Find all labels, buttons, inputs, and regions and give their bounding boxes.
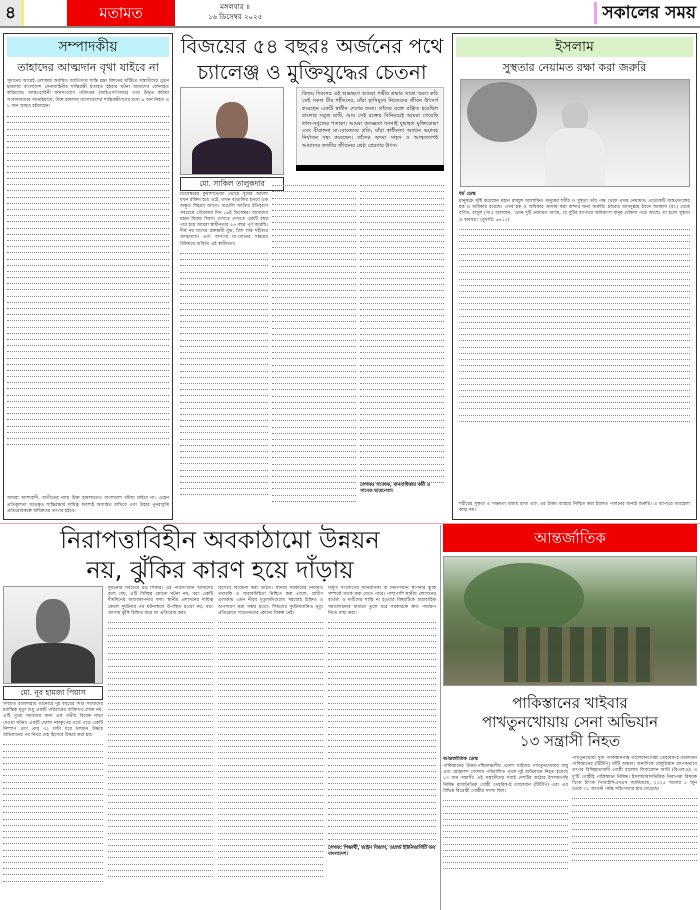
feature-headline-line2: চ্যালেঞ্জ ও মুক্তিযুদ্ধের চেতনা: [197, 60, 427, 84]
soldiers-shape: [504, 627, 654, 682]
opinion2-col2-text: দুর্ঘটনার সবচেয়ে বড় শিকার। এই পরিসংখ্যান আমাদের বলে দেয়, এটি বিচ্ছিন্ন কোনো ঘটনা নয়, বরং একটি দীর্ঘদিনের অব্যবস্থাপনার ফল। স্থানীয় প্রশাসনের দায়িত্ব কেবল দুর্ঘটনার পর ঘটনাস্থলে উপস্থিত হওয়া নয়, বরং আগাম ঝুঁকি চিহ্নিত করে তা প্রতিরোধ করা।: [108, 586, 213, 616]
islam-kicker: ইসলাম: [456, 37, 693, 57]
editorial-kicker: সম্পাদকীয়: [7, 37, 169, 57]
issue-date-text: ১৬ ডিসেম্বর ২০২৫: [207, 13, 263, 21]
page-number: ৪: [0, 0, 24, 26]
column-divider: [440, 525, 441, 910]
feature-author-caption: মো. সাকিল তালুকদার: [180, 177, 284, 191]
editorial-closing: আমরা আশাবাদী, অতীতের ন্যায় উক্ত হামলাতেও বাংলাদেশ দমিয়া যাইবে না; এহেন প্রতিকূলতা সত্ত্বেও শান্তিরক্ষার দায়িত্ব অবশ্যই অব্যাহত রাখিবে এবং উহার পুনরাবৃত্তি প্রতিরোধকল্পে অধিকতর তৎপর হইবে।: [7, 496, 169, 514]
tree-shape: [464, 563, 584, 633]
feature-body-text: ডিসেম্বরের কুয়াশাভেজা ভোরে সূর্যের আলো যখন রক্তিম হয়ে ওঠে, তখন বাঙালির হৃদয়ে এক অদ্ভুত শিহরণ জাগে। বাঙালি জাতির ইতিহাসে সবচেয়ে গৌরবময় দিন ১৬ই ডিসেম্বর। আমাদের মহান বিজয় দিবস। দেখতে দেখতে একটি বছর পার হয়ে আমরা স্বাধীনতার ৫৪ বছর পূর্ণ করেছি। দীর্ঘ নয় মাসের রক্তক্ষয়ী যুদ্ধ, ত্রিশ লক্ষ শহীদের আত্মত্যাগ এবং অসংখ্য মা-বোনের সম্ভ্রমের বিনিময়ে অর্জিত এই স্বাধীনতা।: [180, 192, 268, 247]
opinion2-col4-text: বিদ্যুৎ সংযোগের অনিরাপত্তা বা নির্মাণাধীন স্থাপনার ঝুঁকি সম্পর্কে সতর্ক করা যেতে পারে। পাশাপাশি স্থানীয় প্রশাসনের ব্যর্থতা ও দায়ীদের শাস্তি না হওয়ার বিষয়টিকে ধারাবাহিক সমালোচনার মাধ্যমে তুলে ধরে সরকারকে দ্রুত পদক্ষেপ নিতে বাধ্য করা।: [328, 586, 436, 616]
page-header: [0, 0, 700, 28]
international-col-2: [572, 756, 697, 908]
editorial-headline: তাহাদের আত্মদান বৃথা যাইবে না: [17, 61, 159, 74]
opinion2-byline: লেখক: শিক্ষার্থী, আইন বিভাগ, ওয়ার্ল্ড ইউনিভার্সিটি অব বাংলাদেশ।: [328, 845, 436, 857]
opinion2-headline-line1: নিরাপত্তাবিহীন অবকাঠামো উন্নয়ন: [60, 526, 380, 554]
opinion2-headline-line2: নয়, ঝুঁকির কারণ হয়ে দাঁড়ায়: [86, 556, 354, 584]
editorial-lead: সুদানের আবেই এলাকায় অবস্থিত জাতিসংঘ শান্তি রক্ষা মিশনের ঘাঁটিতে সন্ত্রাসীদের ড্রোন হামলায় বাংলাদেশ সেনাবাহিনীর শান্তিরক্ষী হতাহত হইবার ঘটনা আমাদের বেদনাহত করিয়াছে। আন্তঃবাহিনী জনসংযোগ পরিদপ্তর (আইএসপিআর) তথ্য উদ্ধৃত করিয়া সংবাদমাধ্যমে জানাইয়াছে, উক্ত হামলায় বাংলাদেশের শান্তিরক্ষীগণের মধ্যে ৬ জন নিহত ও ৮ জন আহত হইয়াছেন।: [7, 79, 169, 109]
feature-col-1: [180, 192, 268, 512]
author-body-shape: [11, 643, 95, 684]
author-head-shape: [216, 102, 248, 142]
feature-pull-quote: বিজয় দিবসের এই শুভক্ষণে আমরা গভীর শ্রদ্ধার সাথে স্মরণ করি সেই সকল বীর শহীদদের, যাঁরা হাসিমুখে নিজেদের জীবন উৎসর্গ করেছেন একটি স্বাধীন দেশের জন্য। তাঁদের রক্তে রঞ্জিত হয়েছিল বাংলার সবুজ মাটি, আর সেই রক্তের বিনিময়েই আমরা পেয়েছি লাল-সবুজের পতাকা। আমরা কৃতজ্ঞতা জানাই যুদ্ধাহত মুক্তিযোদ্ধা এবং বীরাঙ্গনা মা-বোনেদের প্রতি, যাঁরা স্বাধীনতা অর্জনে ভয়াবহ নির্যাতন সহ্য করেছেন। তাঁদের অদম্য সাহস ও আত্মত্যাগই আমাদের জাতীয় জীবনের শ্রেষ্ঠ প্রেরণার উৎস।: [296, 87, 444, 167]
issue-weekday: মঙ্গলবার ॥: [220, 3, 250, 11]
islam-closing: শরীরের সুস্থতা ও সক্ষমতা বজায় রাখা এবং এর উত্তম ব্যবহার নিশ্চিত করা ইবাদত পালনের জন্যই জরুরি। এ ব্যাপারে অবহেলা কাম্য নয়।: [459, 501, 690, 513]
feature-headline: [178, 33, 446, 85]
islam-headline: সুস্থতার নেয়ামত রক্ষা করা জরুরি: [502, 61, 647, 74]
opinion2-col-1: [3, 702, 103, 908]
international-col-1: [443, 756, 568, 908]
international-col1-text: পাকিস্তানের উত্তর-পশ্চিমাঞ্চলীয় প্রদেশ খাইবার পাখতুনখোয়ার বান্নু এবং মোহমান্দ জেলায় পরিচালিত পৃথক দুই অভিযানে নিহত হয়েছে ১৩ জন সন্ত্রাসী। এই সন্ত্রাসীদের সবাই দেশটির কঠোর ইসলামপন্থি নিষিদ্ধ রাজনৈতিক গোষ্ঠী তেহরিক-ই তালেবান (টিটিপি) এবং এর বিভিন্ন বিদ্রোহী গোষ্ঠীর সদস্য ছিল।: [443, 764, 568, 794]
author-head-shape: [36, 599, 70, 643]
issue-date: [190, 2, 280, 22]
international-kicker: আন্তর্জাতিক: [443, 524, 697, 552]
opinion2-col-4: [328, 586, 436, 908]
international-photo: [443, 556, 697, 686]
international-headline-line3: ১৩ সন্ত্রাসী নিহত: [519, 732, 621, 750]
feature-col-3: [360, 180, 444, 512]
opinion2-col3-text: হিসেবে বিবেচনা করা উচিত। স্থানীয় সরকারের নিয়মিত তদারকি ও জবাবদিহিতা নিশ্চিত করা গেলে, গ্রামীণ এলাকায় এমন নীরব মৃত্যুফাঁদগুলো সহজেই চিহ্নিত ও অপসারণ করা সম্ভব হতো। শিশুদের দুর্ঘটনাজনিত মৃত্যু প্রতিরোধে সচেতনতার কোনো বিকল্প নেই।: [218, 586, 323, 616]
international-headline: [443, 694, 697, 751]
islam-photo: [460, 79, 690, 187]
feature-col-2: [272, 180, 356, 512]
child-figure-shape: [562, 102, 588, 130]
opinion2-col-3: [218, 586, 323, 908]
pull-quote-bar: [296, 165, 444, 171]
islam-box: [452, 33, 697, 520]
author-body-shape: [192, 138, 272, 175]
opinion2-author-photo: [3, 586, 103, 684]
opinion2-author-caption: মো. নূর হামজা পিয়াস: [3, 686, 103, 700]
international-headline-line2: পাখতুনখোয়ায় সেনা অভিযান: [481, 713, 659, 731]
section-banner: মতামত: [67, 0, 175, 26]
feature-byline: লেখকঃ গবেষক, মানবাধিকার কর্মী ও সাবেক ছাত্রনেতা।: [360, 483, 431, 495]
islam-desk: ধর্ম ডেস্ক: [459, 191, 476, 197]
international-headline-line1: পাকিস্তানের খাইবার: [512, 694, 628, 712]
opinion2-col1-text: সম্প্রতি রাজশাহীর তানোরে দুই বছরের শিশু সাজিদের মর্মান্তিক মৃত্যু শুধু একটি পরিবারের ব্যক্তিগত শোক নয়, এটি পুরো সমাজের জন্য এক গভীর বিবেক নাড়া দেওয়া ঘটনা। একটি খোলা নলকূপের গর্তে পড়ে একটি নিষ্পাপ প্রাণ প্রায় ৩২ ঘণ্টা ধরে চলমান উদ্ধার অভিযানের পর নিথর দেহ হিসেবে উদ্ধার করা হয়।: [3, 702, 103, 739]
international-col2-text: পাখতুনখোয়া সুবা পাকিস্তানপন্থি তালেবানগোষ্ঠী তেহরিক-ই তালেবান পাকিস্তানের (টিটিপি) ঘাঁটি অঞ্চল। অন্যদিকে বেলুচিস্তান ব্যাপকভাবে তৎপর বিচ্ছিন্নতাবাদী গোষ্ঠী বালোচ লিবারেশন আর্মি (বিএলএ)। এ দু'টি গোষ্ঠীই পাকিস্তানে নিষিদ্ধ। ইসলামাবাদভিত্তিক নিরাপত্তা বিষয়ক থিংক ট্যাংক পিআইসিএসএস জানিয়েছে, ২০২৫ সালের ১ জুন থেকে ৩১ আগস্ট পর্যন্ত সহিংসতার হার বেড়েছে।: [572, 756, 697, 793]
feature-headline-line1: বিজয়ের ৫৪ বছরঃ অর্জনের পথে: [180, 34, 444, 58]
islam-body: মানুষকে সৃষ্টি করেছেন মহান রাব্বুল আলামিন। মানুষের শরীর ও সুস্থতা তাঁর পক্ষ থেকে প্রদত্ত নেয়ামত। প্রত্যেকটি অঙ্গপ্রত্যঙ্গের হক ও অধিকার রয়েছে। এসব হক ও অধিকার আদায় করা বান্দার জন্য জরুরি। হজরত আবদুল্লাহ ইবনে আব্বাস (রা.) থেকে বর্ণিত, রাসুল (সা.) বলেছেন, 'এমন দুটি নেয়ামত আছে, যে দুটির ব্যাপারে অধিকাংশ মানুষ ধোঁকায় পড়ে আছে। তা হলো সুস্থতা ও অবসর।' (বুখারি: ৬৪১২): [459, 199, 690, 223]
opinion2-col-2: [108, 586, 213, 908]
feature-author-photo: [180, 87, 284, 175]
tree-shape: [467, 82, 537, 142]
editorial-box: [3, 33, 173, 520]
international-desk: আন্তর্জাতিক ডেস্ক: [443, 756, 478, 762]
editorial-body-lines: [4, 110, 172, 445]
newspaper-logo: সকালের সময়: [594, 2, 696, 24]
opinion2-headline: [0, 525, 440, 585]
child-robe-shape: [545, 128, 605, 187]
